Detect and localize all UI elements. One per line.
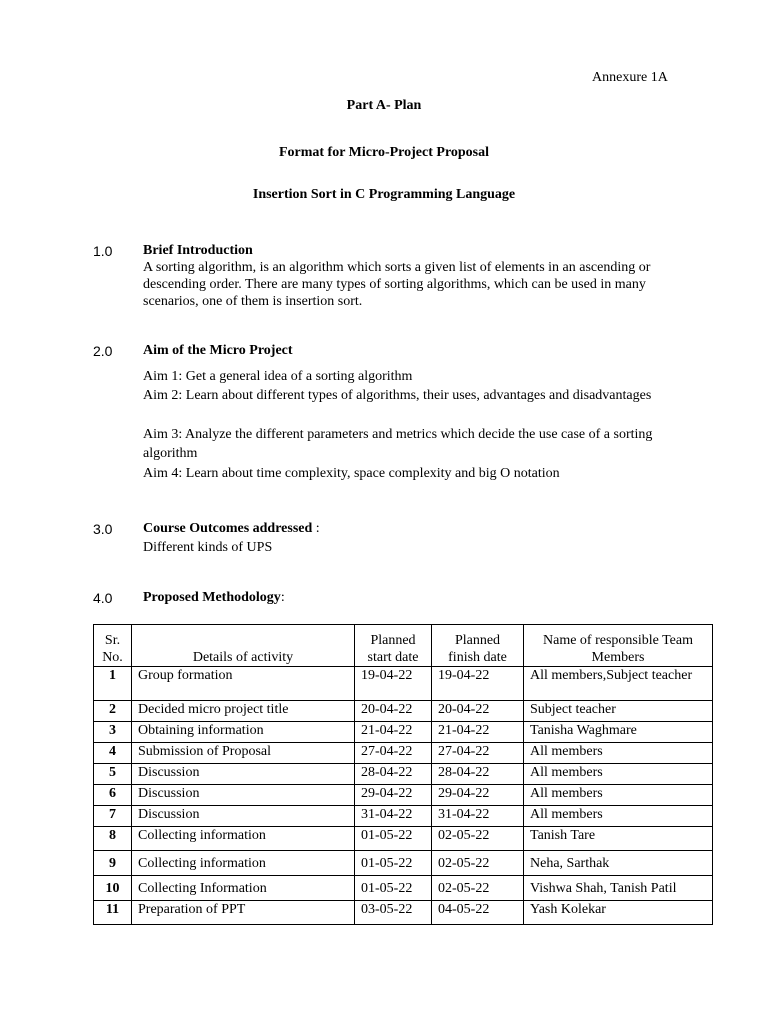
row-activity: Discussion (132, 785, 355, 806)
row-sr: 3 (94, 722, 132, 743)
row-start: 01-05-22 (355, 851, 432, 876)
header-start-date: Planned start date (355, 625, 432, 667)
methodology-table (93, 624, 713, 925)
row-start: 03-05-22 (355, 901, 432, 925)
row-activity: Discussion (132, 764, 355, 785)
row-finish: 27-04-22 (432, 743, 524, 764)
row-finish: 02-05-22 (432, 827, 524, 851)
row-sr: 7 (94, 806, 132, 827)
row-finish: 20-04-22 (432, 701, 524, 722)
row-start: 01-05-22 (355, 876, 432, 901)
table-row (94, 743, 713, 764)
row-activity: Decided micro project title (132, 701, 355, 722)
row-activity: Collecting information (132, 851, 355, 876)
table-row (94, 901, 713, 925)
row-members: All members (524, 785, 713, 806)
section-4-number: 4.0 (93, 590, 113, 606)
row-members: Subject teacher (524, 701, 713, 722)
table-row (94, 876, 713, 901)
row-activity: Obtaining information (132, 722, 355, 743)
header-sr-no: Sr. No. (94, 625, 132, 667)
row-finish: 19-04-22 (432, 667, 524, 701)
row-finish: 02-05-22 (432, 876, 524, 901)
row-members: All members (524, 806, 713, 827)
row-activity: Collecting Information (132, 876, 355, 901)
row-finish: 02-05-22 (432, 851, 524, 876)
table-row (94, 827, 713, 851)
row-start: 19-04-22 (355, 667, 432, 701)
section-3-heading: Course Outcomes addressed (143, 521, 313, 536)
row-members: All members (524, 743, 713, 764)
row-finish: 04-05-22 (432, 901, 524, 925)
section-1-heading: Brief Introduction (143, 243, 253, 258)
table-row (94, 722, 713, 743)
row-sr: 9 (94, 851, 132, 876)
row-activity: Group formation (132, 667, 355, 701)
table-row (94, 701, 713, 722)
section-4-heading-suffix: : (280, 590, 285, 605)
row-sr: 2 (94, 701, 132, 722)
row-finish: 31-04-22 (432, 806, 524, 827)
table-header-row (94, 625, 713, 667)
header-finish-date: Planned finish date (432, 625, 524, 667)
section-3-heading-line (143, 521, 320, 537)
row-members: Neha, Sarthak (524, 851, 713, 876)
row-start: 01-05-22 (355, 827, 432, 851)
header-activity: Details of activity (132, 625, 355, 667)
row-members: Vishwa Shah, Tanish Patil (524, 876, 713, 901)
section-1-body: A sorting algorithm, is an algorithm which sorts a given list of elements in an ascending or descending order. There are many types of sorting algorithms, which can be used in many scenarios, one of them is insertion sort. (143, 260, 651, 309)
section-1-number: 1.0 (93, 243, 113, 259)
format-title: Format for Micro-Project Proposal (278, 145, 490, 160)
row-start: 20-04-22 (355, 701, 432, 722)
project-title: Insertion Sort in C Programming Language (252, 187, 516, 202)
row-sr: 5 (94, 764, 132, 785)
row-members: Yash Kolekar (524, 901, 713, 925)
row-members: Tanisha Waghmare (524, 722, 713, 743)
row-activity: Submission of Proposal (132, 743, 355, 764)
header-members: Name of responsible Team Members (524, 625, 713, 667)
row-finish: 21-04-22 (432, 722, 524, 743)
row-finish: 29-04-22 (432, 785, 524, 806)
section-2-number: 2.0 (93, 343, 113, 359)
row-members: All members,Subject teacher (524, 667, 713, 701)
row-sr: 1 (94, 667, 132, 701)
table-row (94, 851, 713, 876)
row-sr: 11 (94, 901, 132, 925)
row-start: 31-04-22 (355, 806, 432, 827)
row-start: 29-04-22 (355, 785, 432, 806)
aim-4: Aim 4: Learn about time complexity, space complexity and big O notation (143, 466, 560, 481)
section-4-heading-line (143, 590, 285, 606)
row-activity: Preparation of PPT (132, 901, 355, 925)
aim-3: Aim 3: Analyze the different parameters and metrics which decide the use case of a sorting algorithm (143, 427, 653, 461)
section-3-heading-suffix: : (312, 521, 320, 536)
row-sr: 8 (94, 827, 132, 851)
row-start: 27-04-22 (355, 743, 432, 764)
row-sr: 4 (94, 743, 132, 764)
row-sr: 6 (94, 785, 132, 806)
section-3-number: 3.0 (93, 521, 113, 537)
aim-2: Aim 2: Learn about different types of algorithms, their uses, advantages and disadvantages (143, 388, 652, 403)
section-3-body: Different kinds of UPS (143, 540, 273, 555)
row-activity: Discussion (132, 806, 355, 827)
row-activity: Collecting information (132, 827, 355, 851)
aim-1: Aim 1: Get a general idea of a sorting algorithm (143, 369, 413, 384)
row-start: 28-04-22 (355, 764, 432, 785)
table-row (94, 806, 713, 827)
row-finish: 28-04-22 (432, 764, 524, 785)
section-4-heading: Proposed Methodology (143, 590, 281, 605)
row-sr: 10 (94, 876, 132, 901)
annexure-label: Annexure 1A (592, 70, 668, 85)
table-row (94, 785, 713, 806)
row-start: 21-04-22 (355, 722, 432, 743)
row-members: All members (524, 764, 713, 785)
section-2-heading: Aim of the Micro Project (143, 343, 293, 358)
row-members: Tanish Tare (524, 827, 713, 851)
part-title: Part A- Plan (346, 98, 422, 113)
table-row (94, 667, 713, 701)
table-row (94, 764, 713, 785)
